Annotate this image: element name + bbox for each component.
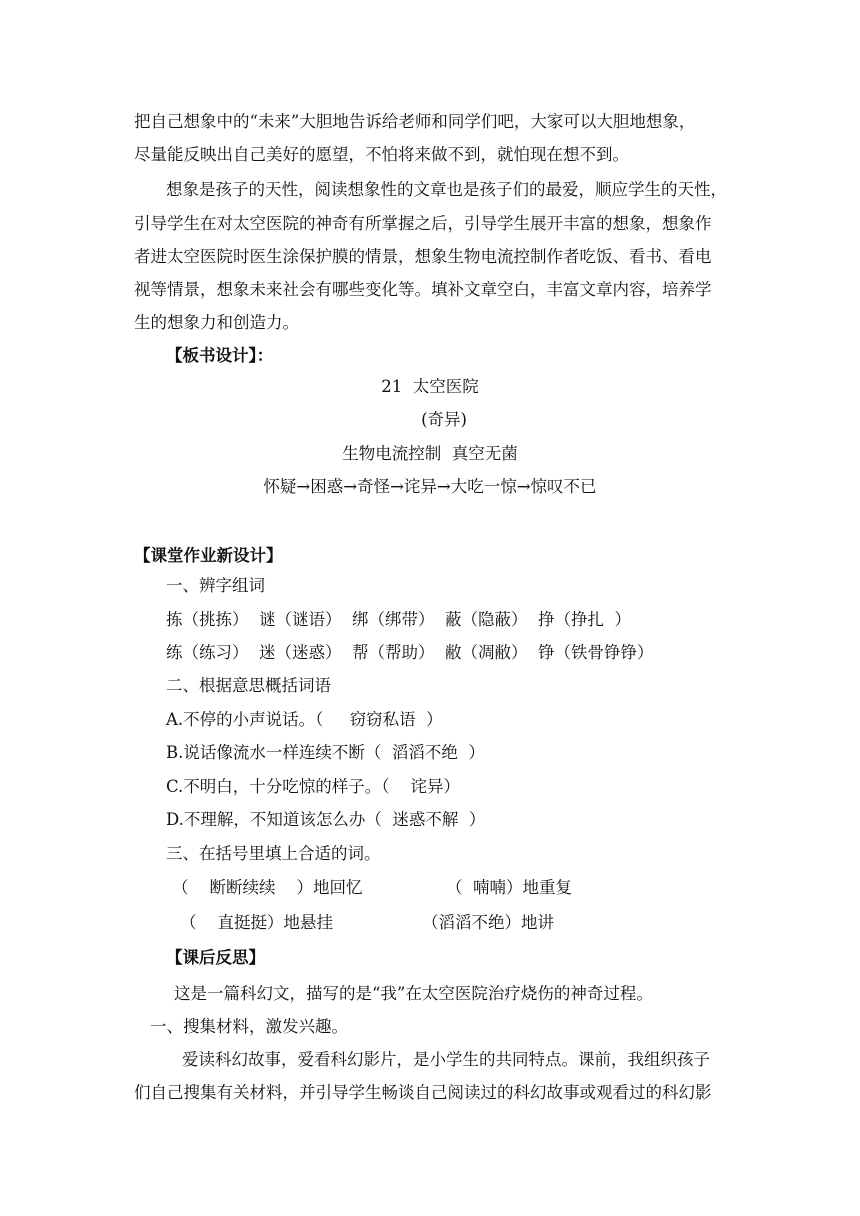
reflection-intro: 这是一篇科幻文，描写的是“我”在太空医院治疗烧伤的神奇过程。 [174, 984, 653, 1003]
board-line-1: 生物电流控制 真空无菌 [342, 444, 518, 463]
homework-part2-item-b: B.说话像流水一样连续不断（ 滔滔不绝 ） [166, 743, 485, 762]
homework-part3-row1-right: （ 喃喃）地重复 [446, 878, 572, 897]
imagination-line-3: 者进太空医院时医生涂保护膜的情景，想象生物电流控制作者吃饭、看书、看电 [134, 247, 712, 266]
board-title: 21 太空医院 [381, 377, 479, 396]
homework-part2-item-d: D.不理解，不知道该怎么办（ 迷惑不解 ） [166, 810, 486, 829]
imagination-line-2: 引导学生在对太空医院的神奇有所掌握之后，引导学生展开丰富的想象，想象作 [134, 214, 712, 233]
homework-part3-row2-right: （滔滔不绝）地讲 [422, 913, 554, 932]
board-heading: 【板书设计】： [166, 346, 274, 365]
homework-part1-title: 一、辨字组词 [166, 576, 265, 595]
intro-line-2: 尽量能反映出自己美好的愿望，不怕将来做不到，就怕现在想不到。 [134, 145, 629, 164]
homework-heading: 【课堂作业新设计】 [134, 546, 283, 565]
homework-part3-row1-left: （ 断断续续 ）地回忆 [172, 878, 363, 897]
homework-part3-row2-left: （ 直挺挺）地悬挂 [180, 913, 333, 932]
imagination-line-4: 视等情景，想象未来社会有哪些变化等。填补文章空白，丰富文章内容，培养学 [134, 280, 712, 299]
homework-part2-item-c: C.不明白，十分吃惊的样子。（ 诧异） [166, 777, 461, 796]
homework-part1-row2: 练（练习） 迷（迷惑） 帮（帮助） 敝（凋敝） 铮（铁骨铮铮） [166, 643, 654, 662]
reflection-point-1: 一、搜集材料，激发兴趣。 [150, 1017, 348, 1036]
board-subtitle: (奇异) [421, 410, 467, 429]
reflection-heading: 【课后反思】 [166, 948, 265, 967]
homework-part3-title: 三、在括号里填上合适的词。 [166, 844, 381, 863]
homework-part1-row1: 拣（挑拣） 谜（谜语） 绑（绑带） 蔽（隐蔽） 挣（挣扎 ） [166, 610, 631, 629]
imagination-line-1: 想象是孩子的天性，阅读想象性的文章也是孩子们的最爱，顺应学生的天性， [166, 180, 727, 199]
imagination-line-5: 生的想象力和创造力。 [134, 313, 299, 332]
homework-part2-item-a: A.不停的小声说话。（ 窃窃私语 ） [166, 710, 443, 729]
homework-part2-title: 二、根据意思概括词语 [166, 676, 331, 695]
reflection-line-1: 爱读科幻故事，爱看科幻影片，是小学生的共同特点。课前，我组织孩子 [182, 1050, 710, 1069]
board-line-2: 怀疑→困惑→奇怪→诧异→大吃一惊→惊叹不已 [263, 477, 597, 496]
intro-line-1: 把自己想象中的“未来”大胆地告诉给老师和同学们吧，大家可以大胆地想象， [134, 112, 696, 131]
reflection-line-2: 们自己搜集有关材料，并引导学生畅谈自己阅读过的科幻故事或观看过的科幻影 [134, 1083, 712, 1102]
